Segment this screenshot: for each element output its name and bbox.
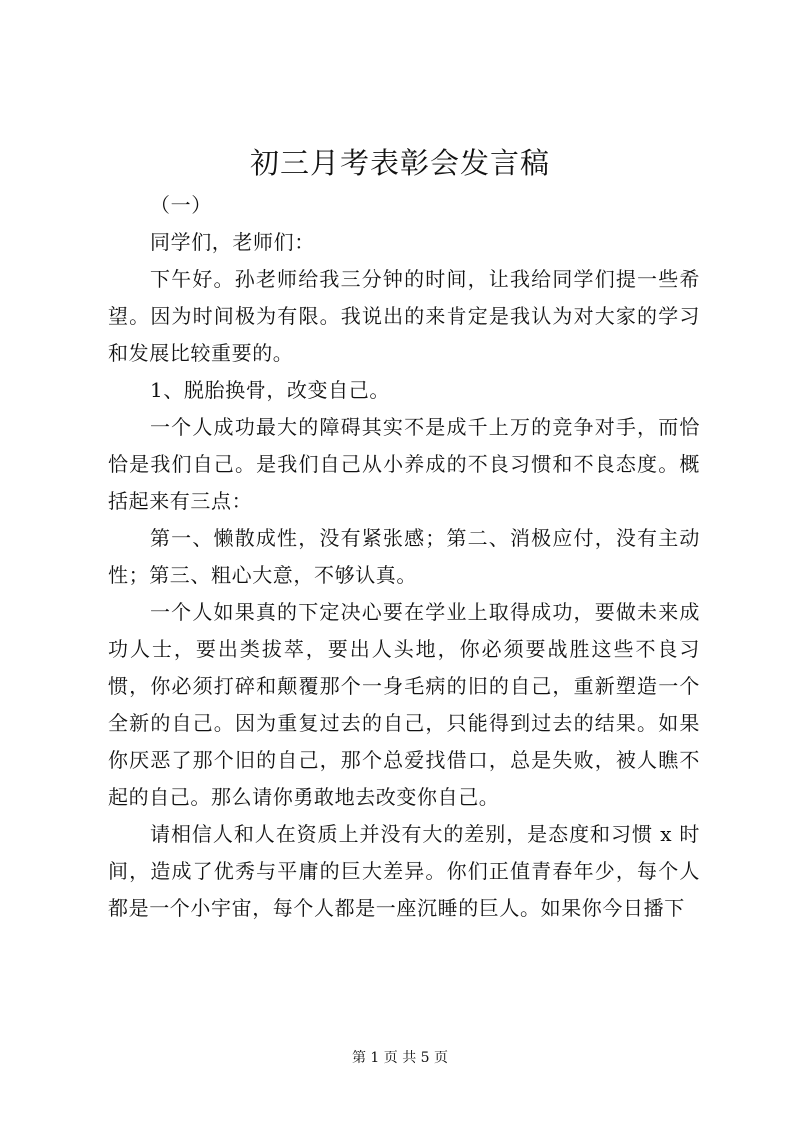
page-title: 初三月考表彰会发言稿 <box>249 146 550 180</box>
paragraph-obstacle: 一个人成功最大的障碍其实不是成千上万的竞争对手，而恰恰是我们自己。是我们自己从小养成的不良习惯和不良态度。概括起来有三点： <box>108 415 700 513</box>
paragraph-three-points: 第一、懒散成性，没有紧张感；第二、消极应付，没有主动性；第三、粗心大意，不够认真。 <box>108 526 700 587</box>
paragraph-intro: 下午好。孙老师给我三分钟的时间，让我给同学们提一些希望。因为时间极为有限。我说出的来肯定是我认为对大家的学习和发展比较重要的。 <box>108 267 700 365</box>
paragraph-change-self: 一个人如果真的下定决心要在学业上取得成功，要做未来成功人士，要出类拔萃，要出人头地，你必须要战胜这些不良习惯，你必须打碎和颠覆那个一身毛病的旧的自己，重新塑造一个全新的自己。因为重复过去的自己，只能得到过去的结果。如果你厌恶了那个旧的自己，那个总爱找借口，总是失败，被人瞧不起的自己。那么请你勇敢地去改变你自己。 <box>108 600 700 809</box>
paragraph-greeting: 同学们，老师们： <box>150 230 315 254</box>
paragraph-point-heading: 1、脱胎换骨，改变自己。 <box>150 378 390 402</box>
paragraph-section-marker: （一） <box>150 193 212 217</box>
page-footer: 第 1 页 共 5 页 <box>351 1050 449 1066</box>
paragraph-attitude-habit: 请相信人和人在资质上并没有大的差别，是态度和习惯 x 时间，造成了优秀与平庸的巨大差异。你们正值青春年少，每个人都是一个小宇宙，每个人都是一座沉睡的巨人。如果你今日播下 <box>108 822 700 920</box>
document-body <box>108 187 700 927</box>
